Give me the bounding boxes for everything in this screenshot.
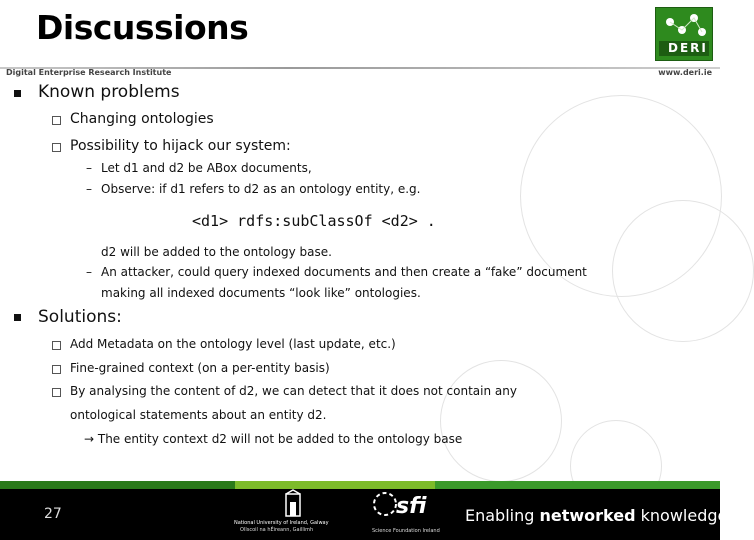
website-link[interactable]: www.deri.ie (658, 68, 712, 77)
solutions-heading: Solutions: (38, 307, 122, 327)
sfi-subtitle: Science Foundation Ireland (372, 528, 440, 534)
hijack-point: Observe: if d1 refers to d2 as an ontology entity, e.g. (101, 182, 421, 196)
continuation-text: d2 will be added to the ontology base. (101, 245, 332, 259)
attack-text: An attacker, could query indexed documents and then create a “fake” document (101, 265, 587, 279)
dash-marker: – (86, 182, 92, 196)
org-name: Digital Enterprise Research Institute (6, 68, 172, 77)
slogan-pre: Enabling (465, 506, 540, 525)
hijack-point: Let d1 and d2 be ABox documents, (101, 161, 312, 175)
solution-item-cont: ontological statements about an entity d2. (70, 408, 327, 422)
bullet-square (14, 314, 21, 321)
solution-item: Add Metadata on the ontology level (last update, etc.) (70, 337, 396, 351)
solution-item: By analysing the content of d2, we can detect that it does not contain any (70, 384, 517, 398)
conclusion-text: → The entity context d2 will not be added to the ontology base (84, 432, 463, 446)
sfi-text: sfi (396, 494, 427, 519)
dash-marker: – (86, 161, 92, 175)
bullet-box (52, 341, 61, 350)
bullet-box (52, 388, 61, 397)
problem-item: Changing ontologies (70, 111, 214, 127)
decorative-circle (612, 200, 754, 342)
sfi-logo (370, 490, 450, 538)
solution-item: Fine-grained context (on a per-entity basis) (70, 361, 330, 375)
nui-irish-name: Ollscoil na hÉireann, Gaillimh (240, 527, 314, 533)
bullet-box (52, 143, 61, 152)
bullet-box (52, 365, 61, 374)
deri-logo (655, 7, 713, 61)
bullet-square (14, 90, 21, 97)
slogan-bold: networked (539, 506, 636, 525)
nui-galway-logo (234, 490, 354, 538)
attack-text-cont: making all indexed documents “look like” ontologies. (101, 286, 421, 300)
decorative-circle (440, 360, 562, 482)
slide-title: Discussions (36, 8, 249, 47)
footer-slogan (465, 506, 732, 525)
problem-item: Possibility to hijack our system: (70, 138, 291, 154)
slogan-post: knowledge. (635, 506, 733, 525)
dash-marker: – (86, 265, 92, 279)
logo-text: DERI (668, 41, 708, 55)
page-number: 27 (44, 506, 62, 522)
code-example: <d1> rdfs:subClassOf <d2> . (192, 212, 436, 230)
footer-stripes (0, 481, 720, 489)
bullet-box (52, 116, 61, 125)
problems-heading: Known problems (38, 82, 180, 102)
nui-name: National University of Ireland, Galway (234, 520, 329, 526)
